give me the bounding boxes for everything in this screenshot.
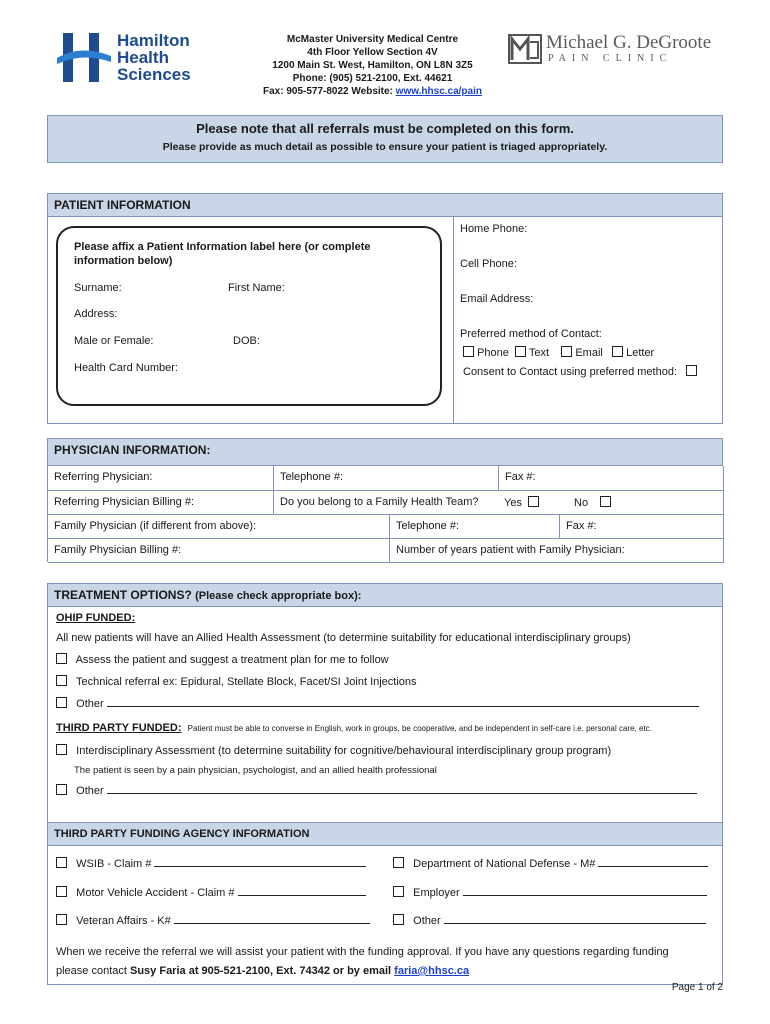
agency-contact: Susy Faria at 905-521-2100, Ext. 74342 or by email [130,965,392,977]
agency-footer [56,943,716,981]
ohip-other-line[interactable] [107,706,699,707]
fht-no-label: No [574,497,589,509]
employer-checkbox[interactable] [393,886,404,897]
degroote-logo [508,32,723,72]
degroote-logo-mark-icon [508,34,542,64]
clinic-address [250,33,495,98]
fht-cell [274,491,724,515]
contact-email-checkbox[interactable] [561,346,572,357]
referring-physician-cell[interactable] [48,466,274,491]
ohip-funded-heading: OHIP FUNDED: [56,612,136,624]
ohip-other-checkbox[interactable] [56,697,67,708]
treatment-section [47,583,723,823]
mva-checkbox[interactable] [56,886,67,897]
consent-label: Consent to Contact using preferred method: [463,366,678,378]
notice-title: Please note that all referrals must be completed on this form. [196,121,574,136]
wsib-checkbox[interactable] [56,857,67,868]
family-fax-cell[interactable] [560,515,724,539]
employer-line[interactable] [463,895,707,896]
agency-other-label: Other [413,915,441,927]
contact-column [453,217,724,424]
surname-label[interactable]: Surname: [74,282,122,294]
dnd-line[interactable] [598,866,708,867]
fht-no-checkbox[interactable] [600,496,611,507]
agency-section [47,823,723,985]
preferred-contact-label: Preferred method of Contact: [460,328,602,340]
assess-label: Assess the patient and suggest a treatment plan for me to follow [75,654,389,666]
third-party-heading: THIRD PARTY FUNDED: [56,722,182,734]
ohip-other-label: Other [76,698,104,710]
consent-checkbox[interactable] [686,365,697,376]
family-physician-label: Family Physician (if different from above): [54,520,257,532]
contact-phone-label: Phone [477,347,509,359]
third-party-description: Patient must be able to converse in English, work in groups, be cooperative, and be independent in self-care i.e. personal care, etc. [187,724,652,733]
treatment-heading-sub: (Please check appropriate box): [195,590,362,602]
first-name-label[interactable]: First Name: [228,282,285,294]
treatment-heading-band [48,584,722,607]
website-link[interactable]: www.hhsc.ca/pain [395,86,482,97]
assess-checkbox[interactable] [56,653,67,664]
seen-by-note: The patient is seen by a pain physician, psychologist, and an allied health professional [74,765,437,776]
referring-billing-label: Referring Physician Billing #: [54,496,195,508]
technical-referral-checkbox[interactable] [56,675,67,686]
wsib-line[interactable] [154,866,366,867]
sex-label[interactable]: Male or Female: [74,335,154,347]
treatment-heading: TREATMENT OPTIONS? [54,588,192,602]
contact-letter-checkbox[interactable] [612,346,623,357]
contact-email-label: Email [575,347,603,359]
years-with-physician-cell[interactable] [390,539,724,563]
veteran-label: Veteran Affairs - K# [76,915,171,927]
contact-letter-label: Letter [626,347,655,359]
hhs-logo-line3: Sciences [117,65,191,84]
third-other-line[interactable] [107,793,697,794]
dob-label[interactable]: DOB: [233,335,260,347]
agency-heading: THIRD PARTY FUNDING AGENCY INFORMATION [48,823,722,846]
interdisciplinary-label: Interdisciplinary Assessment (to determine suitability for cognitive/behavioural interdisciplinary group program) [76,745,612,757]
fht-yes-checkbox[interactable] [528,496,539,507]
address-line-5: Fax: 905-577-8022 Website: [263,86,393,97]
hhs-logo-line1: Hamilton [117,31,190,50]
cell-phone-label[interactable]: Cell Phone: [460,258,517,270]
contact-text-checkbox[interactable] [515,346,526,357]
contact-email-link[interactable]: faria@hhsc.ca [394,965,470,977]
mva-line[interactable] [238,895,366,896]
address-line-1: McMaster University Medical Centre [286,34,459,45]
dnd-checkbox[interactable] [393,857,404,868]
referring-fax-label: Fax #: [505,471,536,483]
hhs-logo-mark-icon [55,30,113,85]
third-other-label: Other [76,785,104,797]
address-label[interactable]: Address: [74,308,118,320]
family-telephone-cell[interactable] [390,515,560,539]
address-line-4: Phone: (905) 521-2100, Ext. 44621 [292,73,453,84]
address-line-2: 4th Floor Yellow Section 4V [307,47,438,58]
hhs-logo-line2: Health [117,48,169,67]
referring-physician-label: Referring Physician: [54,471,153,483]
ohip-description: All new patients will have an Allied Health Assessment (to determine suitability for educational interdisciplinary groups) [56,632,631,644]
notice-subtitle: Please provide as much detail as possible to ensure your patient is triaged appropriately. [162,141,608,153]
contact-text-label: Text [528,347,550,359]
referring-fax-cell[interactable] [499,466,724,491]
degroote-logo-line1: Michael G. DeGroote [546,32,712,53]
hhs-logo [55,30,205,85]
mva-label: Motor Vehicle Accident - Claim # [76,887,235,899]
dnd-label: Department of National Defense - M# [413,858,596,870]
years-with-physician-label: Number of years patient with Family Physician: [396,544,625,556]
patient-label-box [56,226,442,406]
referring-telephone-cell[interactable] [274,466,499,491]
third-other-checkbox[interactable] [56,784,67,795]
contact-phone-checkbox[interactable] [463,346,474,357]
agency-footer-prefix: please contact [56,965,127,977]
veteran-checkbox[interactable] [56,914,67,925]
home-phone-label[interactable]: Home Phone: [460,223,528,235]
email-label[interactable]: Email Address: [460,293,534,305]
physician-heading: PHYSICIAN INFORMATION: [48,439,723,466]
fht-yes-label: Yes [504,497,522,509]
patient-heading: PATIENT INFORMATION [48,194,722,217]
health-card-label[interactable]: Health Card Number: [74,362,178,374]
wsib-label: WSIB - Claim # [76,858,152,870]
referring-telephone-label: Telephone #: [280,471,343,483]
family-telephone-label: Telephone #: [396,520,459,532]
agency-footer-line1: When we receive the referral we will assist your patient with the funding approval. If you have any questions regarding funding [56,946,669,958]
physician-section [47,438,723,562]
family-billing-cell[interactable] [48,539,390,563]
veteran-line[interactable] [174,923,370,924]
family-billing-label: Family Physician Billing #: [54,544,182,556]
referring-billing-cell[interactable] [48,491,274,515]
address-line-3: 1200 Main St. West, Hamilton, ON L8N 3Z5 [272,60,473,71]
degroote-logo-line2: PAIN CLINIC [548,53,673,64]
interdisciplinary-checkbox[interactable] [56,744,67,755]
agency-other-line[interactable] [444,923,706,924]
employer-label: Employer [413,887,460,899]
fht-question: Do you belong to a Family Health Team? [280,496,479,508]
label-note: Please affix a Patient Information label here (or complete information below) [74,241,371,267]
family-physician-cell[interactable] [48,515,390,539]
technical-referral-label: Technical referral ex: Epidural, Stellate Block, Facet/SI Joint Injections [75,676,417,688]
agency-other-checkbox[interactable] [393,914,404,925]
notice-box [47,115,723,163]
family-fax-label: Fax #: [566,520,597,532]
page-number: Page 1 of 2 [671,982,723,993]
patient-section [47,193,723,424]
